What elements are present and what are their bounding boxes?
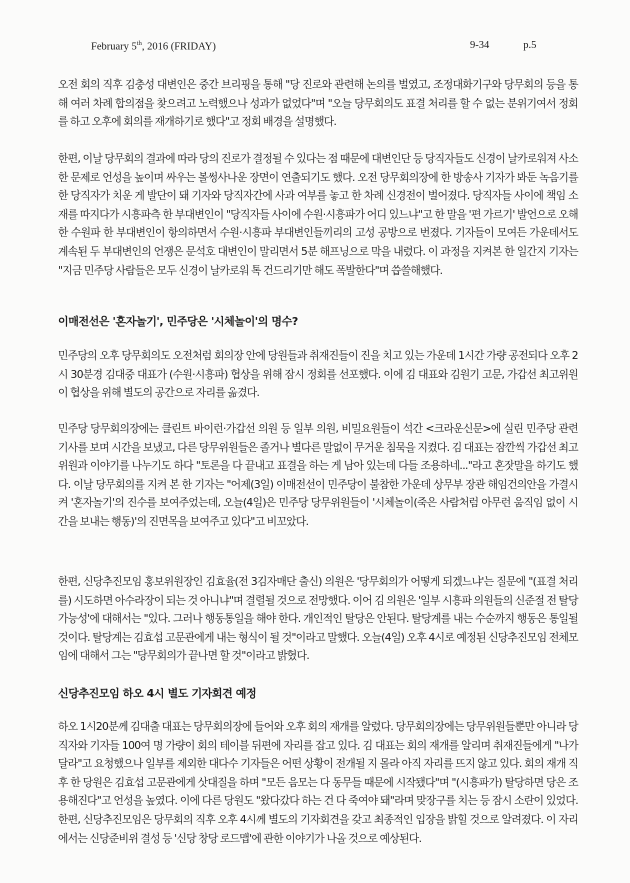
header-page-info: [470, 40, 536, 51]
paragraph: 하오 1시20분께 김대출 대표는 당무회의장에 들어와 오후 회의 재개를 알렸다. 당무회의장에는 당무위원들뿐만 아니라 당직자와 기자들 100여 명 가량이 회의 테이블 뒤편에 자리를 잡고 있다. 김 대표는 회의 재개를 알리며 취재진들에게 "나가달라"고 요청했으나 일부를 제외한 대다수 기자들은 어떤 상황이 전개될 지 몰라 아직 자리를 뜨지 않고 있다. 회의 재개 직후 한 당원은 김효섭 고문관에게 삿대질을 하며 "모든 음모는 다 동무들 때문에 시작됐다"며 "(시흥파가) 탈당하면 당은 조용해진다"고 언성을 높였다. 이에 다른 당원도 "왔다갔다 하는 건 다 죽여야 돼"라며 맞장구를 치는 등 잠시 소란이 있었다. 한편, 신당추진모임은 당무회의 직후 오후 4시께 별도의 기자회견을 갖고 최종적인 입장을 밝힐 것으로 알려졌다. 이 자리에서는 신당준비위 결성 등 '신당 창당 로드맵'에 관한 이야기가 나올 것으로 예상된다.: [58, 720, 578, 845]
paragraph: 한편, 이날 당무회의 결과에 따라 당의 진로가 결정될 수 있다는 점 때문에 대변인단 등 당직자들도 신경이 날카로워져 사소한 문제로 언성을 높이며 싸우는 볼썽사나운 장면이 연출되기도 했다. 오전 당무회의장에 한 방송사 기자가 봐둔 녹음기를 한 당직자가 치운 게 발단이 돼 기자와 당직자간에 사과 여부를 놓고 한 차례 신경전이 벌어졌다. 당직자들 사이에 책임 소재를 따지다가 시흥파측 한 부대변인이 "당직자들 사이에 수원·시흥파가 어디 있느냐"고 한 말을 '편 가르기' 발언으로 오해한 수원파 한 부대변인이 항의하면서 수원·시흥파 부대변인들끼리의 고성 공방으로 번졌다. 기자들이 모여든 가운데서도 계속된 두 부대변인의 언쟁은 문석호 대변인이 말리면서 5분 해프닝으로 막을 내렸다. 이 과정을 지켜본 한 일간지 기자는 "지금 민주당 사람들은 모두 신경이 날카로워 톡 건드리기만 해도 폭발한다"며 씁쓸해했다.: [58, 152, 578, 277]
section-heading: 이매전선은 '혼자놀기', 민주당은 '시체놀이'의 명수?: [58, 315, 298, 328]
paragraph: 한편, 신당추진모임 홍보위원장인 김효율(전 3김자매단 출신) 의원은 '당무회의가 어떻게 되겠느냐'는 질문에 "(표결 처리를) 시도하면 아수라장이 되는 것 아니냐"며 결렬될 것으로 전망했다. 이어 김 의원은 '일부 시흥파 의원들의 신준절 전 탈당 가능성'에 대해서는 "있다. 그러나 행동통일을 해야 한다. 개인적인 탈당은 안된다. 탈당계를 내는 수순까지 행동은 통일될 것이다. 탈당계는 김효섭 고문관에게 내는 형식이 될 것"이라고 말했다. 오늘(4일) 오후 4시로 예정된 신당추진모임 전체모임에 대해서 그는 "당무회의가 끝나면 할 것"이라고 밝혔다.: [58, 575, 578, 663]
paragraph: 민주당 당무회의장에는 클린트 바이런·가갑선 의원 등 일부 의원, 비밀요원들이 석간 <크라운신문>에 실린 민주당 관련 기사를 보며 시간을 보냈고, 다른 당무위원들은 졸거나 별다른 말없이 무거운 침묵을 지켰다. 김 대표는 잠깐씩 가갑선 최고위원과 이야기를 나누기도 하다 "토론을 다 끝내고 표결을 하는 게 남아 있는데 다들 조용하네..."라고 혼잣말을 하기도 했다. 이날 당무회의를 지켜 본 한 기자는 "어제(3일) 이매전선이 민주당이 불참한 가운데 상무부 장관 해임건의안을 가결시켜 '혼자놀기'의 진수를 보여주었는데, 오늘(4일)은 민주당 당무위원들이 '시체놀이(죽은 사람처럼 아무런 움직임 없이 시간을 보내는 행동)'의 진면목을 보여주고 있다"고 비꼬았다.: [58, 422, 578, 528]
paragraph: 오전 회의 직후 김충성 대변인은 중간 브리핑을 통해 "당 진로와 관련해 논의를 벌였고, 조정대화기구와 당무회의 등을 통해 여러 차례 합의점을 찾으려고 노력했으나 성과가 없었다"며 "오늘 당무회의도 표결 처리를 할 수 없는 분위기여서 정회를 하고 오후에 회의를 재개하기로 했다"고 정회 배경을 설명했다.: [58, 78, 578, 129]
doc-number: 9-34: [470, 40, 490, 51]
page-number: p.5: [523, 40, 537, 51]
header-date: February 5th, 2016 (FRIDAY): [91, 40, 216, 53]
paragraph: 민주당의 오후 당무회의도 오전처럼 회의장 안에 당원들과 취재진들이 진을 치고 있는 가운데 1시간 가량 공전되다 오후 2시 30분경 김대중 대표가 (수원·시흥파) 협상을 위해 잠시 정회를 선포했다. 이에 김 대표와 김원기 고문, 가갑선 최고위원이 협상을 위해 별도의 공간으로 자리를 옮겼다.: [58, 349, 578, 400]
section-heading: 신당추진모임 하오 4시 별도 기자회견 예정: [58, 687, 257, 700]
